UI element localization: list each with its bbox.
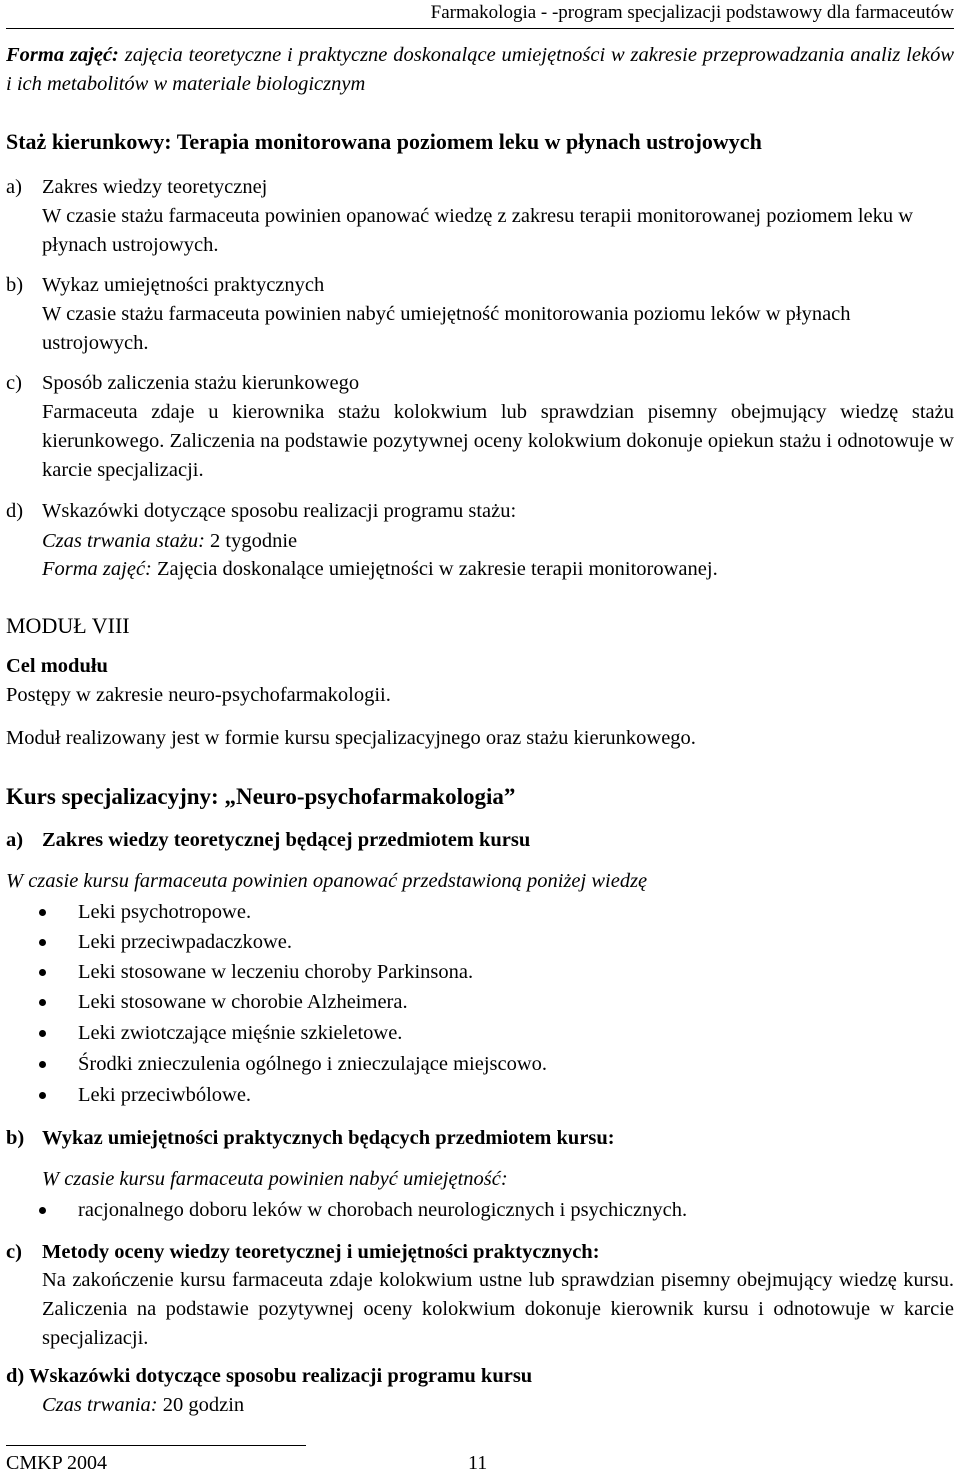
footer-label: CMKP 2004 [6,1452,107,1474]
course-c-heading: c) Metody oceny wiedzy teoretycznej i umiejętności praktycznych: [6,1241,600,1263]
module-goal-text: Postępy w zakresie neuro-psychofarmakologii. [6,684,391,706]
staz-b-heading: b) Wykaz umiejętności praktycznych [6,274,325,296]
course-c-text: Na zakończenie kursu farmaceuta zdaje kolokwium ustne lub sprawdzian pisemny obejmujący wiedzę kursu. Zaliczenia na podstawie pozytywnej oceny kolokwium dokonuje kierownik kursu i odnotowuje w karcie specjalizacji. [42,1269,954,1349]
staz-c-heading: c) Sposób zaliczenia stażu kierunkowego [6,372,360,394]
intro-paragraph [6,41,954,99]
staz-a-text: W czasie stażu farmaceuta powinien opanować wiedzę z zakresu terapii monitorowanej poziomem leku w płynach ustrojowych. [42,205,914,256]
footer-rule [6,1445,306,1446]
intro-label: Forma zajęć: [6,44,119,66]
staz-d-form: Forma zajęć: Zajęcia doskonalące umiejętności w zakresie terapii monitorowanej. [42,558,718,580]
course-b-intro: W czasie kursu farmaceuta powinien nabyć umiejętność: [42,1168,508,1190]
course-b-heading: b) Wykaz umiejętności praktycznych będących przedmiotem kursu: [6,1127,615,1149]
running-header: Farmakologia - -program specjalizacji podstawowy dla farmaceutów [430,2,954,23]
course-d-duration: Czas trwania: 20 godzin [42,1394,245,1416]
course-a-heading: a) Zakres wiedzy teoretycznej będącej przedmiotem kursu [6,829,531,851]
bullet-icon [39,1030,46,1037]
staz-b-text: W czasie stażu farmaceuta powinien nabyć umiejętność monitorowania poziomu leków w płynach ustrojowych. [42,303,851,354]
staz-title: Staż kierunkowy: Terapia monitorowana poziomem leku w płynach ustrojowych [6,129,762,154]
module-title: MODUŁ VIII [6,613,130,638]
bullet-icon [39,939,46,946]
module-note: Moduł realizowany jest w formie kursu specjalizacyjnego oraz stażu kierunkowego. [6,727,696,749]
course-title: Kurs specjalizacyjny: „Neuro-psychofarmakologia” [6,784,516,809]
staz-a-heading: a) Zakres wiedzy teoretycznej [6,176,268,198]
bullet-icon [39,909,46,916]
bullet-icon [39,1092,46,1099]
bullet-icon [39,999,46,1006]
page-number: 11 [468,1452,488,1474]
course-a-intro: W czasie kursu farmaceuta powinien opanować przedstawioną poniżej wiedzę [6,870,648,892]
course-d-heading: d) Wskazówki dotyczące sposobu realizacji programu kursu [6,1365,533,1387]
module-goal-title: Cel modułu [6,655,108,677]
bullet-icon [39,1207,46,1214]
header-rule [6,28,954,29]
staz-d-heading: d) Wskazówki dotyczące sposobu realizacji programu stażu: [6,500,517,522]
bullet-icon [39,1061,46,1068]
staz-c-text: Farmaceuta zdaje u kierownika stażu kolokwium lub sprawdzian pisemny obejmujący wiedzę stażu kierunkowego. Zaliczenia na podstawie pozytywnej oceny kolokwium dokonuje opiekun stażu i odnotowuje w karcie specjalizacji. [42,401,954,481]
staz-d-duration: Czas trwania stażu: 2 tygodnie [42,530,298,552]
intro-text: zajęcia teoretyczne i praktyczne doskonalące umiejętności w zakresie przeprowadzania analiz leków i ich metabolitów w materiale biologicznym [6,44,954,95]
document-page: Farmakologia - -program specjalizacji podstawowy dla farmaceutów Forma zajęć: zajęcia teoretyczne i praktyczne doskonalące umiejętności w zakresie przeprowadzania analiz leków i ich metabolitów w materiale biologicznym Staż kierunkowy: Terapia monitorowana poziomem leku w płynach ustrojowych a) Zakres wiedzy teoretycznej W czasie stażu farmaceuta powinien opanować wiedzę z zakresu terapii monitorowanej poziomem leku w płynach ustrojowych. b) Wykaz umiejętności praktycznych W czasie stażu farmaceuta powinien nabyć umiejętność monitorowania poziomu leków w płynach ustrojowych. c) Sposób zaliczenia stażu kierunkowego Farmaceuta zdaje u kierownika stażu kolokwium lub sprawdzian pisemny obejmujący wiedzę stażu kierunkowego. Zaliczenia na podstawie pozytywnej oceny kolokwium dokonuje opiekun stażu i odnotowuje w karcie specjalizacji. d) Wskazówki dotyczące sposobu realizacji programu stażu: Czas trwania stażu: 2 tygodnie Forma zajęć: Zajęcia doskonalące umiejętności w zakresie terapii monitorowanej. MODUŁ VIII Cel modułu Postępy w zakresie neuro-psychofarmakologii. Moduł realizowany jest w formie kursu specjalizacyjnego oraz stażu kierunkowego. Kurs specjalizacyjny: „Neuro-psychofarmakologia” a) Zakres wiedzy teoretycznej będącej przedmiotem kursu W czasie kursu farmaceuta powinien opanować przedstawioną poniżej wiedzę Leki psychotropowe. Leki przeciwpadaczkowe. Leki stosowane w leczeniu choroby Parkinsona. Leki stosowane w chorobie Alzheimera. Leki zwiotczające mięśnie szkieletowe. Środki znieczulenia ogólnego i znieczulające miejscowo. Leki przeciwbólowe. b) Wykaz umiejętności praktycznych będących przedmiotem kursu: W czasie kursu farmaceuta powinien nabyć umiejętność: racjonalnego doboru leków w chorobach neurologicznych i psychicznych. c) Metody oceny wiedzy teoretycznej i umiejętności praktycznych: Na zakończenie kursu farmaceuta zdaje kolokwium ustne lub sprawdzian pisemny obejmujący wiedzę kursu. Zaliczenia na podstawie pozytywnej oceny kolokwium dokonuje kierownik kursu i odnotowuje w karcie specjalizacji. d) Wskazówki dotyczące sposobu realizacji programu kursu Czas trwania: 20 godzin CMKP 2004 11 [0,0,960,1476]
bullet-icon [39,969,46,976]
